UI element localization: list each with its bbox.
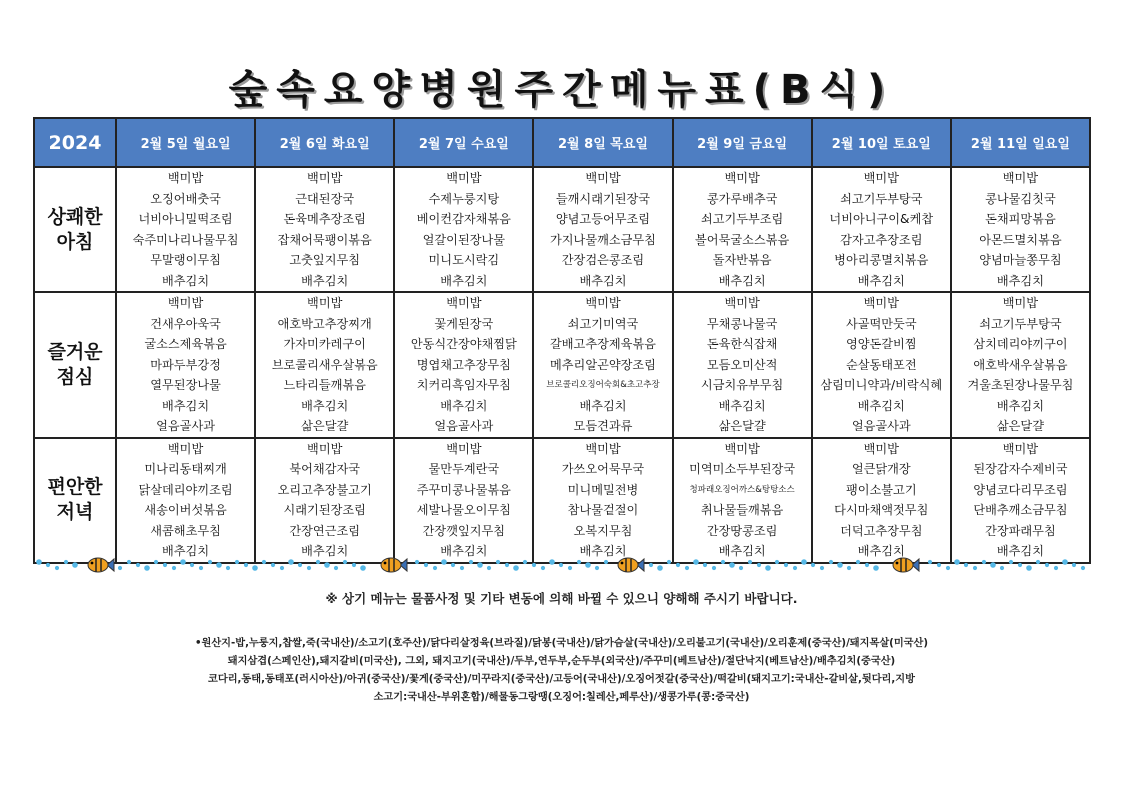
menu-item: 마파두부강정 (150, 357, 221, 372)
bubble-dot (595, 566, 599, 570)
bubble-dot (1018, 563, 1022, 567)
bubble-dot (307, 566, 311, 570)
menu-item: 백미밥 (167, 171, 204, 185)
menu-item: 굴소스제육볶음 (144, 337, 227, 351)
meal-label-line: 즐거운 (47, 340, 103, 363)
menu-cell (812, 438, 951, 563)
menu-item: 갈배고추장제육볶음 (550, 337, 656, 351)
bubble-dot (235, 560, 239, 564)
origin-line: 돼지삼겹(스페인산),돼지갈비(미국산), 그외, 돼지고기(국내산)/두부,연두부,순두부(외국산)/주꾸미(베트남산)/절단낙지(베트남산)/배추김치(중국산) (227, 656, 896, 667)
menu-item: 백미밥 (307, 441, 343, 456)
menu-item: 배추김치 (440, 273, 488, 288)
menu-item: 단배추깨소금무침 (973, 503, 1068, 517)
menu-item: 주꾸미콩나물볶음 (416, 482, 511, 497)
bubble-dot (1009, 560, 1013, 564)
bubble-dot (1026, 565, 1032, 571)
lunch-row (34, 292, 1090, 438)
bubble-dot (568, 566, 572, 570)
menu-item: 다시마채액젓무침 (834, 503, 929, 517)
day-header: 2월 8일 목요일 (533, 118, 672, 167)
bubble-dot (190, 563, 194, 567)
menu-cell (673, 292, 812, 438)
menu-item: 열무된장나물 (150, 378, 221, 392)
menu-item: 백미밥 (585, 171, 621, 185)
menu-item: 오리고추장불고기 (277, 482, 372, 497)
bubble-dot (136, 563, 140, 567)
bubble-dot (441, 559, 447, 565)
bubble-dot (144, 565, 150, 571)
menu-item: 배추김치 (718, 544, 766, 558)
day-header: 2월 7일 수요일 (394, 118, 533, 167)
bubble-dot (415, 560, 419, 564)
menu-item: 백미밥 (863, 171, 899, 185)
bubble-dot (288, 559, 294, 565)
bubble-dot (820, 566, 824, 570)
bubble-dot (1000, 566, 1004, 570)
fish-icon (618, 558, 644, 572)
day-header: 2월 6일 화요일 (255, 118, 394, 167)
menu-cell (394, 167, 533, 292)
menu-item: 영양돈갈비찜 (845, 337, 917, 351)
menu-item: 돈육메추장조림 (283, 212, 366, 226)
menu-item: 삶은달걀 (996, 419, 1044, 433)
bubble-dot (244, 563, 248, 567)
menu-item: 배추김치 (718, 398, 766, 413)
bubble-dot (64, 560, 68, 564)
bubble-dot (271, 563, 275, 567)
menu-item: 배추김치 (162, 544, 210, 558)
menu-item: 배추김치 (579, 398, 627, 413)
bubble-dot (549, 559, 555, 565)
menu-item: 쇠고기두부탕국 (840, 191, 923, 206)
menu-item: 간장깻잎지무침 (422, 523, 506, 538)
bubble-dot (865, 563, 869, 567)
menu-item: 배추김치 (301, 398, 349, 413)
menu-item: 얼큰닭개장 (851, 462, 911, 476)
menu-item: 잡채어묵팽이볶음 (277, 232, 372, 247)
bubble-dot (693, 559, 699, 565)
bubble-dot (946, 566, 950, 570)
menu-item: 숙주미나리나물무침 (132, 232, 239, 247)
menu-cell (533, 167, 672, 292)
menu-item: 배추김치 (996, 544, 1044, 558)
menu-item: 돌자반볶음 (712, 253, 772, 267)
bubble-dot (424, 563, 428, 567)
menu-item: 아몬드멸치볶음 (979, 232, 1062, 247)
menu-item: 쇠고기두부조림 (700, 212, 784, 226)
bubble-dot (360, 565, 366, 571)
menu-item: 배추김치 (857, 398, 905, 413)
menu-item: 배추김치 (579, 273, 627, 288)
bubble-dot (72, 562, 78, 568)
bubble-dot (316, 560, 320, 564)
menu-item: 가자미카레구이 (283, 337, 366, 351)
menu-item: 배추김치 (162, 398, 210, 413)
meal-label-line: 아침 (56, 230, 94, 253)
bubble-dot (667, 560, 671, 564)
bubble-dot (784, 563, 788, 567)
menu-item: 배추김치 (857, 273, 905, 288)
menu-item: 수제누룽지탕 (428, 191, 500, 206)
menu-cell (255, 292, 394, 438)
menu-item: 간장연근조림 (289, 523, 361, 538)
bubble-dot (469, 560, 473, 564)
meal-label-line: 저녁 (56, 501, 94, 523)
menu-item: 백미밥 (167, 296, 204, 310)
bubble-dot (226, 566, 230, 570)
menu-item: 메추리알곤약장조림 (550, 357, 656, 372)
menu-item: 백미밥 (446, 441, 482, 456)
menu-item: 물만두계란국 (428, 462, 500, 476)
bubble-dot (739, 566, 743, 570)
menu-item: 안동식간장야채찜닭 (410, 337, 517, 351)
bubble-dot (649, 563, 653, 567)
bubble-dot (298, 563, 302, 567)
bubble-dot (433, 566, 437, 570)
bubble-dot (765, 565, 771, 571)
menu-cell (394, 438, 533, 563)
bubble-dot (36, 559, 42, 565)
bubble-dot (513, 565, 519, 571)
menu-item: 근대된장국 (295, 191, 355, 206)
bubble-dot (118, 566, 122, 570)
menu-item: 너비아니밀떡조림 (138, 212, 233, 226)
menu-item: 가쓰오어묵무국 (561, 462, 645, 476)
menu-item: 콩나물김칫국 (985, 191, 1056, 206)
menu-item: 돈채피망볶음 (985, 212, 1056, 226)
menu-item: 닭살데리야끼조림 (138, 482, 233, 497)
bubble-dot (1045, 563, 1049, 567)
menu-item: 북어채감자국 (289, 462, 361, 476)
menu-item: 백미밥 (1002, 441, 1039, 456)
menu-cell (951, 167, 1090, 292)
bubble-dot (1072, 563, 1076, 567)
bubble-dot (829, 560, 833, 564)
bubble-dot (252, 565, 258, 571)
bubble-dot (847, 566, 851, 570)
menu-item: 간장검은콩조림 (561, 253, 645, 267)
menu-item: 미니메밀전병 (567, 482, 639, 497)
bubble-dot (982, 560, 986, 564)
menu-item: 양념고등어무조림 (555, 212, 651, 226)
page-title: 숲속요양병원주간메뉴표(B식) (228, 67, 895, 113)
menu-item: 브로콜리새우살볶음 (271, 357, 378, 372)
menu-cell (673, 438, 812, 563)
menu-item: 백미밥 (585, 296, 621, 310)
bubble-dot (811, 563, 815, 567)
menu-cell (812, 167, 951, 292)
menu-item: 백미밥 (307, 171, 343, 185)
bubble-dot (343, 560, 347, 564)
bubble-dot (990, 562, 996, 568)
bubble-dot (180, 559, 186, 565)
menu-item: 애호박새우살볶음 (973, 357, 1068, 372)
menu-item: 백미밥 (724, 296, 760, 310)
menu-item: 백미밥 (446, 296, 482, 310)
menu-item: 베이컨감자채볶음 (416, 212, 511, 226)
menu-change-notice: ※ 상기 메뉴는 물품사정 및 기타 변동에 의해 바뀔 수 있으니 양해해 주시기 바랍니다. (325, 591, 798, 606)
bubble-dot (334, 566, 338, 570)
menu-item: 브로콜리오징어숙회&초고추장 (546, 380, 660, 390)
bubble-dot (676, 563, 680, 567)
menu-item: 배추김치 (718, 273, 766, 288)
menu-item: 얼갈이된장나물 (422, 232, 506, 247)
menu-item: 시금치유부무침 (700, 378, 784, 392)
menu-item: 감자고추장조림 (840, 232, 923, 247)
fish-icon (381, 558, 407, 572)
bubble-dot (712, 566, 716, 570)
bubble-dot (55, 566, 59, 570)
bubble-dot (577, 560, 581, 564)
bubble-dot (487, 566, 491, 570)
menu-item: 사골떡만둣국 (845, 316, 917, 331)
bubble-dot (856, 560, 860, 564)
bubble-dot (324, 562, 330, 568)
meal-label-line: 점심 (56, 365, 94, 388)
menu-cell (673, 167, 812, 292)
menu-cell (533, 292, 672, 438)
menu-item: 배추김치 (162, 273, 210, 288)
menu-item: 배추김치 (301, 544, 349, 558)
weekly-menu-table (33, 117, 1091, 564)
origin-info (40, 635, 1083, 707)
menu-item: 배추김치 (440, 544, 488, 558)
bubble-dot (1054, 566, 1058, 570)
fish-icon (88, 558, 114, 572)
day-header: 2월 11일 일요일 (951, 118, 1090, 167)
menu-item: 새콤해초무침 (150, 523, 221, 538)
menu-item: 애호박고추장찌개 (277, 316, 372, 331)
bubble-dot (801, 559, 807, 565)
menu-item: 미나리동태찌개 (144, 462, 227, 476)
bubble-dot (451, 563, 455, 567)
bubble-dot (216, 562, 222, 568)
lunch-label (34, 292, 116, 438)
menu-item: 더덕고추장무침 (840, 523, 923, 538)
bubble-dot (460, 566, 464, 570)
bubble-dot (523, 560, 527, 564)
menu-item: 시래기된장조림 (283, 503, 366, 517)
menu-item: 너비아니구이&케찹 (829, 212, 934, 226)
menu-item: 백미밥 (724, 171, 760, 185)
menu-item: 백미밥 (307, 296, 343, 310)
menu-item: 배추김치 (996, 273, 1044, 288)
menu-cell (951, 438, 1090, 563)
menu-cell (394, 292, 533, 438)
menu-item: 쇠고기미역국 (567, 316, 639, 331)
menu-item: 간장땅콩조림 (706, 523, 778, 538)
bubble-dot (154, 560, 158, 564)
menu-item: 볼어묵굴소스볶음 (695, 232, 790, 247)
year-cell: 2024 (34, 118, 116, 167)
menu-item: 백미밥 (863, 441, 899, 456)
menu-item: 백미밥 (863, 296, 899, 310)
menu-item: 가지나물깨소금무침 (550, 232, 656, 247)
menu-item: 얼음골사과 (851, 419, 911, 433)
bubble-dot (837, 562, 843, 568)
menu-item: 배추김치 (996, 398, 1044, 413)
bubble-dot (352, 563, 356, 567)
menu-item: 들깨시래기된장국 (555, 191, 651, 206)
bubble-dot (604, 560, 608, 564)
menu-item: 삶은달걀 (718, 419, 766, 433)
day-header: 2월 9일 금요일 (673, 118, 812, 167)
bubble-dot (729, 562, 735, 568)
menu-item: 백미밥 (585, 441, 621, 456)
menu-item: 백미밥 (446, 171, 482, 185)
bubble-dot (775, 560, 779, 564)
bubble-dot (937, 563, 941, 567)
header-row (34, 118, 1090, 167)
fish-icon (893, 558, 919, 572)
breakfast-row (34, 167, 1090, 292)
menu-item: 콩가루배추국 (706, 191, 778, 206)
menu-item: 느타리들깨볶음 (283, 378, 366, 392)
menu-item: 된장감자수제비국 (973, 462, 1068, 476)
origin-line: •원산지-밥,누룽지,찹쌀,죽(국내산)/소고기(호주산)/닭다리살정육(브라질)/닭봉(국내산)/닭가슴살(국내산)/오리불고기(국내산)/오리훈제(중국산)/돼지목살(미국산) (194, 638, 929, 649)
menu-item: 모듬오미산적 (706, 357, 778, 372)
menu-item: 얼음골사과 (156, 419, 215, 433)
bubble-dot (954, 559, 960, 565)
bubble-dot (964, 563, 968, 567)
bubble-dot (685, 566, 689, 570)
menu-item: 참나물겉절이 (567, 503, 639, 517)
menu-item: 돈육한식잡채 (706, 337, 778, 351)
menu-item: 배추김치 (579, 544, 627, 558)
breakfast-label (34, 167, 116, 292)
menu-cell (116, 167, 255, 292)
menu-cell (255, 167, 394, 292)
bubble-dot (1062, 559, 1068, 565)
bubble-dot (559, 563, 563, 567)
menu-item: 무말랭이무침 (150, 253, 221, 267)
menu-cell (255, 438, 394, 563)
menu-cell (812, 292, 951, 438)
bubble-dot (532, 563, 536, 567)
menu-cell (951, 292, 1090, 438)
menu-item: 건새우아욱국 (150, 316, 221, 331)
menu-item: 삼치데리야끼구이 (973, 337, 1068, 351)
menu-item: 꽃게된장국 (434, 316, 494, 331)
bubble-dot (1036, 560, 1040, 564)
menu-item: 얼음골사과 (434, 419, 494, 433)
meal-label-line: 편안한 (47, 476, 103, 498)
bubble-dot (280, 566, 284, 570)
bubble-dot (1081, 566, 1085, 570)
origin-line: 코다리,동태,동태포(러시아산)/아귀(중국산)/꽃게(중국산)/미꾸라지(중국산)/고등어(국내산)/오징어젓갈(중국산)/떡갈비(돼지고기:국내산-갈비살,뒷다리,지방 (208, 674, 915, 685)
menu-item: 배추김치 (857, 544, 905, 558)
bubble-dot (928, 560, 932, 564)
bubble-dot (657, 565, 663, 571)
day-header: 2월 5일 월요일 (116, 118, 255, 167)
dinner-row (34, 438, 1090, 563)
menu-item: 백미밥 (724, 441, 760, 456)
menu-item: 간장파래무침 (985, 523, 1056, 538)
menu-item: 고춧잎지무침 (289, 253, 361, 267)
bubble-dot (496, 560, 500, 564)
menu-item: 치커리흑임자무침 (416, 378, 511, 392)
menu-item: 세발나물오이무침 (416, 503, 511, 517)
menu-item: 백미밥 (167, 441, 204, 456)
bubble-dot (172, 566, 176, 570)
menu-item: 미역미소두부된장국 (689, 462, 796, 476)
menu-item: 순살동태포전 (845, 357, 917, 372)
menu-item: 오징어배춧국 (150, 191, 221, 206)
bubble-dot (505, 563, 509, 567)
origin-line: 소고기:국내산-부위혼합)/해물동그랑땡(오징어:칠레산,페루산)/생콩가루(콩:중국산) (373, 692, 750, 703)
bubble-dot (163, 563, 167, 567)
menu-cell (116, 438, 255, 563)
bubble-fish-border (33, 552, 1091, 578)
menu-item: 오복지무침 (573, 523, 633, 538)
menu-cell (533, 438, 672, 563)
menu-item: 팽이소불고기 (845, 482, 917, 497)
menu-item: 모듬견과류 (573, 419, 633, 433)
bubble-dot (793, 566, 797, 570)
bubble-dot (721, 560, 725, 564)
bubble-dot (477, 562, 483, 568)
bubble-dot (973, 566, 977, 570)
bubble-dot (873, 565, 879, 571)
meal-label-line: 상쾌한 (47, 205, 103, 228)
menu-item: 병아리콩멸치볶음 (834, 253, 929, 267)
bubble-dot (585, 562, 591, 568)
menu-item: 겨울초된장나물무침 (967, 378, 1074, 392)
menu-item: 취나물들깨볶음 (700, 503, 784, 517)
menu-item: 삶은달걀 (301, 419, 349, 433)
menu-item: 청파래오징어까스&탕탕소스 (689, 484, 795, 495)
bubble-dot (127, 560, 131, 564)
bubble-dot (757, 563, 761, 567)
menu-item: 삼림미니약과/비락식혜 (820, 378, 943, 392)
menu-item: 백미밥 (1002, 171, 1039, 185)
bubble-dot (541, 566, 545, 570)
day-header: 2월 10일 토요일 (812, 118, 951, 167)
bubble-dot (703, 563, 707, 567)
bubble-dot (208, 560, 212, 564)
menu-item: 배추김치 (301, 273, 349, 288)
bubble-dot (199, 566, 203, 570)
menu-item: 배추김치 (440, 398, 488, 413)
menu-item: 무채콩나물국 (706, 316, 778, 331)
dinner-label (34, 438, 116, 563)
bubble-dot (262, 560, 266, 564)
menu-item: 양념코다리무조림 (973, 482, 1068, 497)
menu-item: 양념마늘쫑무침 (979, 253, 1062, 267)
bubble-dot (46, 563, 50, 567)
menu-item: 미니도시락김 (428, 253, 500, 267)
menu-item: 백미밥 (1002, 296, 1039, 310)
menu-cell (116, 292, 255, 438)
menu-item: 명엽채고추장무침 (416, 357, 511, 372)
bubble-dot (748, 560, 752, 564)
menu-item: 쇠고기두부탕국 (979, 316, 1062, 331)
menu-item: 새송이버섯볶음 (144, 503, 227, 517)
